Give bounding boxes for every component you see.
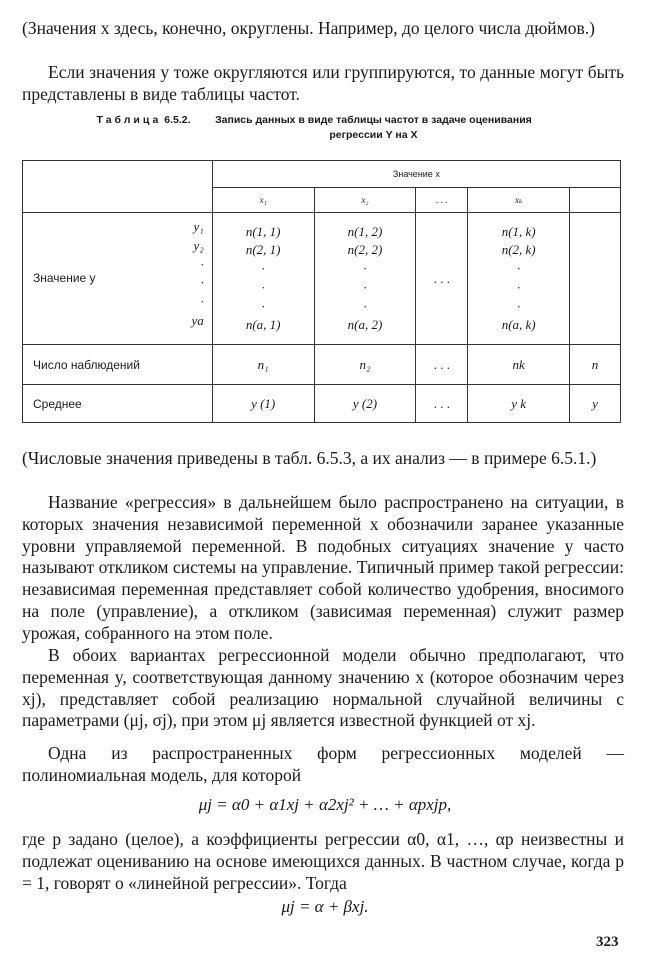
row-label-mean: Среднее xyxy=(23,385,213,423)
y-values-cell xyxy=(23,213,213,345)
freq-cell: n(2, 1) xyxy=(245,242,281,258)
formula-polynomial: μj = α0 + α1xj + α2xj² + … + αpxjp, xyxy=(198,795,452,814)
freq-cell: n(a, k) xyxy=(501,317,536,333)
y-value: · xyxy=(200,256,204,272)
count-cell: n xyxy=(570,345,621,385)
freq-cell: · xyxy=(261,298,265,314)
y-value: y₁ xyxy=(193,219,204,234)
col1-cell xyxy=(212,213,314,345)
table-caption xyxy=(0,113,650,143)
paragraph-coefficients: где p задано (целое), а коэффициенты регрессии α0, α1, …, αp неизвестны и подлежат оцениванию на основе имеющихся данных. В частном случае, когда p = 1, говорят о «линейной регрессии». Тогда xyxy=(22,829,624,893)
y-value: · xyxy=(200,294,204,310)
formula-linear: μj = α + βxj. xyxy=(281,897,369,916)
page-number: 323 xyxy=(596,934,619,950)
paragraph-model-variants: В обоих вариантах регрессионной модели обычно предполагают, что переменная y, соответствующая данному значению x (которое обозначим через xj), представляет собой реализацию нормальной случайной величины с параметрами (μj, σj), при этом μj является известной функцией от xj. xyxy=(22,645,624,731)
dots-cell: . . . xyxy=(416,213,468,345)
freq-cell: · xyxy=(517,261,521,277)
count-cell: n₂ xyxy=(314,345,416,385)
count-cell: nk xyxy=(468,345,570,385)
colk-cell xyxy=(468,213,570,345)
freq-cell: · xyxy=(261,279,265,295)
caption-number: 6.5.2. xyxy=(164,114,191,126)
col-header-x1: x₁ xyxy=(212,188,314,213)
caption-text: Запись данных в виде таблицы частот в задаче оценивания регрессии Y на X xyxy=(215,114,532,141)
count-cell: . . . xyxy=(416,345,468,385)
mean-cell: y (2) xyxy=(314,385,416,423)
row-label-y: Значение y xyxy=(33,271,96,285)
blank-cell xyxy=(570,213,621,345)
freq-cell: n(a, 2) xyxy=(347,317,383,333)
freq-cell: · xyxy=(517,279,521,295)
freq-cell: · xyxy=(363,279,367,295)
paragraph-polynomial: Одна из распространенных форм регрессионных моделей — полиномиальная модель, для которой xyxy=(22,743,624,785)
intro-paragraph: (Значения x здесь, конечно, округлены. Например, до целого числа дюймов.) xyxy=(22,18,595,38)
caption-prefix: Таблица xyxy=(96,114,162,126)
freq-cell: · xyxy=(517,298,521,314)
freq-cell: n(2, k) xyxy=(501,242,536,258)
freq-cell: · xyxy=(363,298,367,314)
freq-cell: · xyxy=(363,261,367,277)
freq-cell: n(1, 1) xyxy=(245,223,281,239)
mean-cell: y xyxy=(570,385,621,423)
header-x-values: Значение x xyxy=(212,161,620,188)
y-value: · xyxy=(200,275,204,291)
col-header-x2: x₂ xyxy=(314,188,416,213)
y-list xyxy=(174,213,204,335)
row-label-count: Число наблюдений xyxy=(23,345,213,385)
col-header-xk: xₖ xyxy=(468,188,570,213)
paragraph-regression-name: Название «регрессия» в дальнейшем было распространено на ситуации, в которых значения независимой переменной x обозначили заранее указанные уровни управляемой переменной. В подобных ситуациях значение y часто называют откликом системы на управление. Типичный пример такой регрессии: независимая переменная представляет собой количество удобрения, вносимого на поле (управление), а откликом (зависимая переменная) служит размер урожая, собранного на этом поле. xyxy=(22,492,624,643)
freq-cell: n(2, 2) xyxy=(347,242,383,258)
freq-cell: n(1, 2) xyxy=(347,223,383,239)
freq-cell: n(a, 1) xyxy=(245,317,281,333)
freq-cell: · xyxy=(261,261,265,277)
y-value: y₂ xyxy=(193,237,204,253)
paragraph-reference: (Числовые значения приведены в табл. 6.5.3, а их анализ — в примере 6.5.1.) xyxy=(22,448,597,468)
col-header-blank xyxy=(570,188,621,213)
freq-cell: n(1, k) xyxy=(501,223,536,239)
col-header-dots: . . . xyxy=(416,188,468,213)
col2-cell xyxy=(314,213,416,345)
mean-cell: y k xyxy=(468,385,570,423)
mean-cell: . . . xyxy=(416,385,468,423)
table-corner xyxy=(23,161,213,213)
mean-cell: y (1) xyxy=(212,385,314,423)
count-cell: n₁ xyxy=(212,345,314,385)
frequency-table xyxy=(22,160,621,423)
y-value: ya xyxy=(191,312,204,328)
intro-paragraph-2: Если значения y тоже округляются или группируются, то данные могут быть представлены в виде таблицы частот. xyxy=(22,62,624,104)
